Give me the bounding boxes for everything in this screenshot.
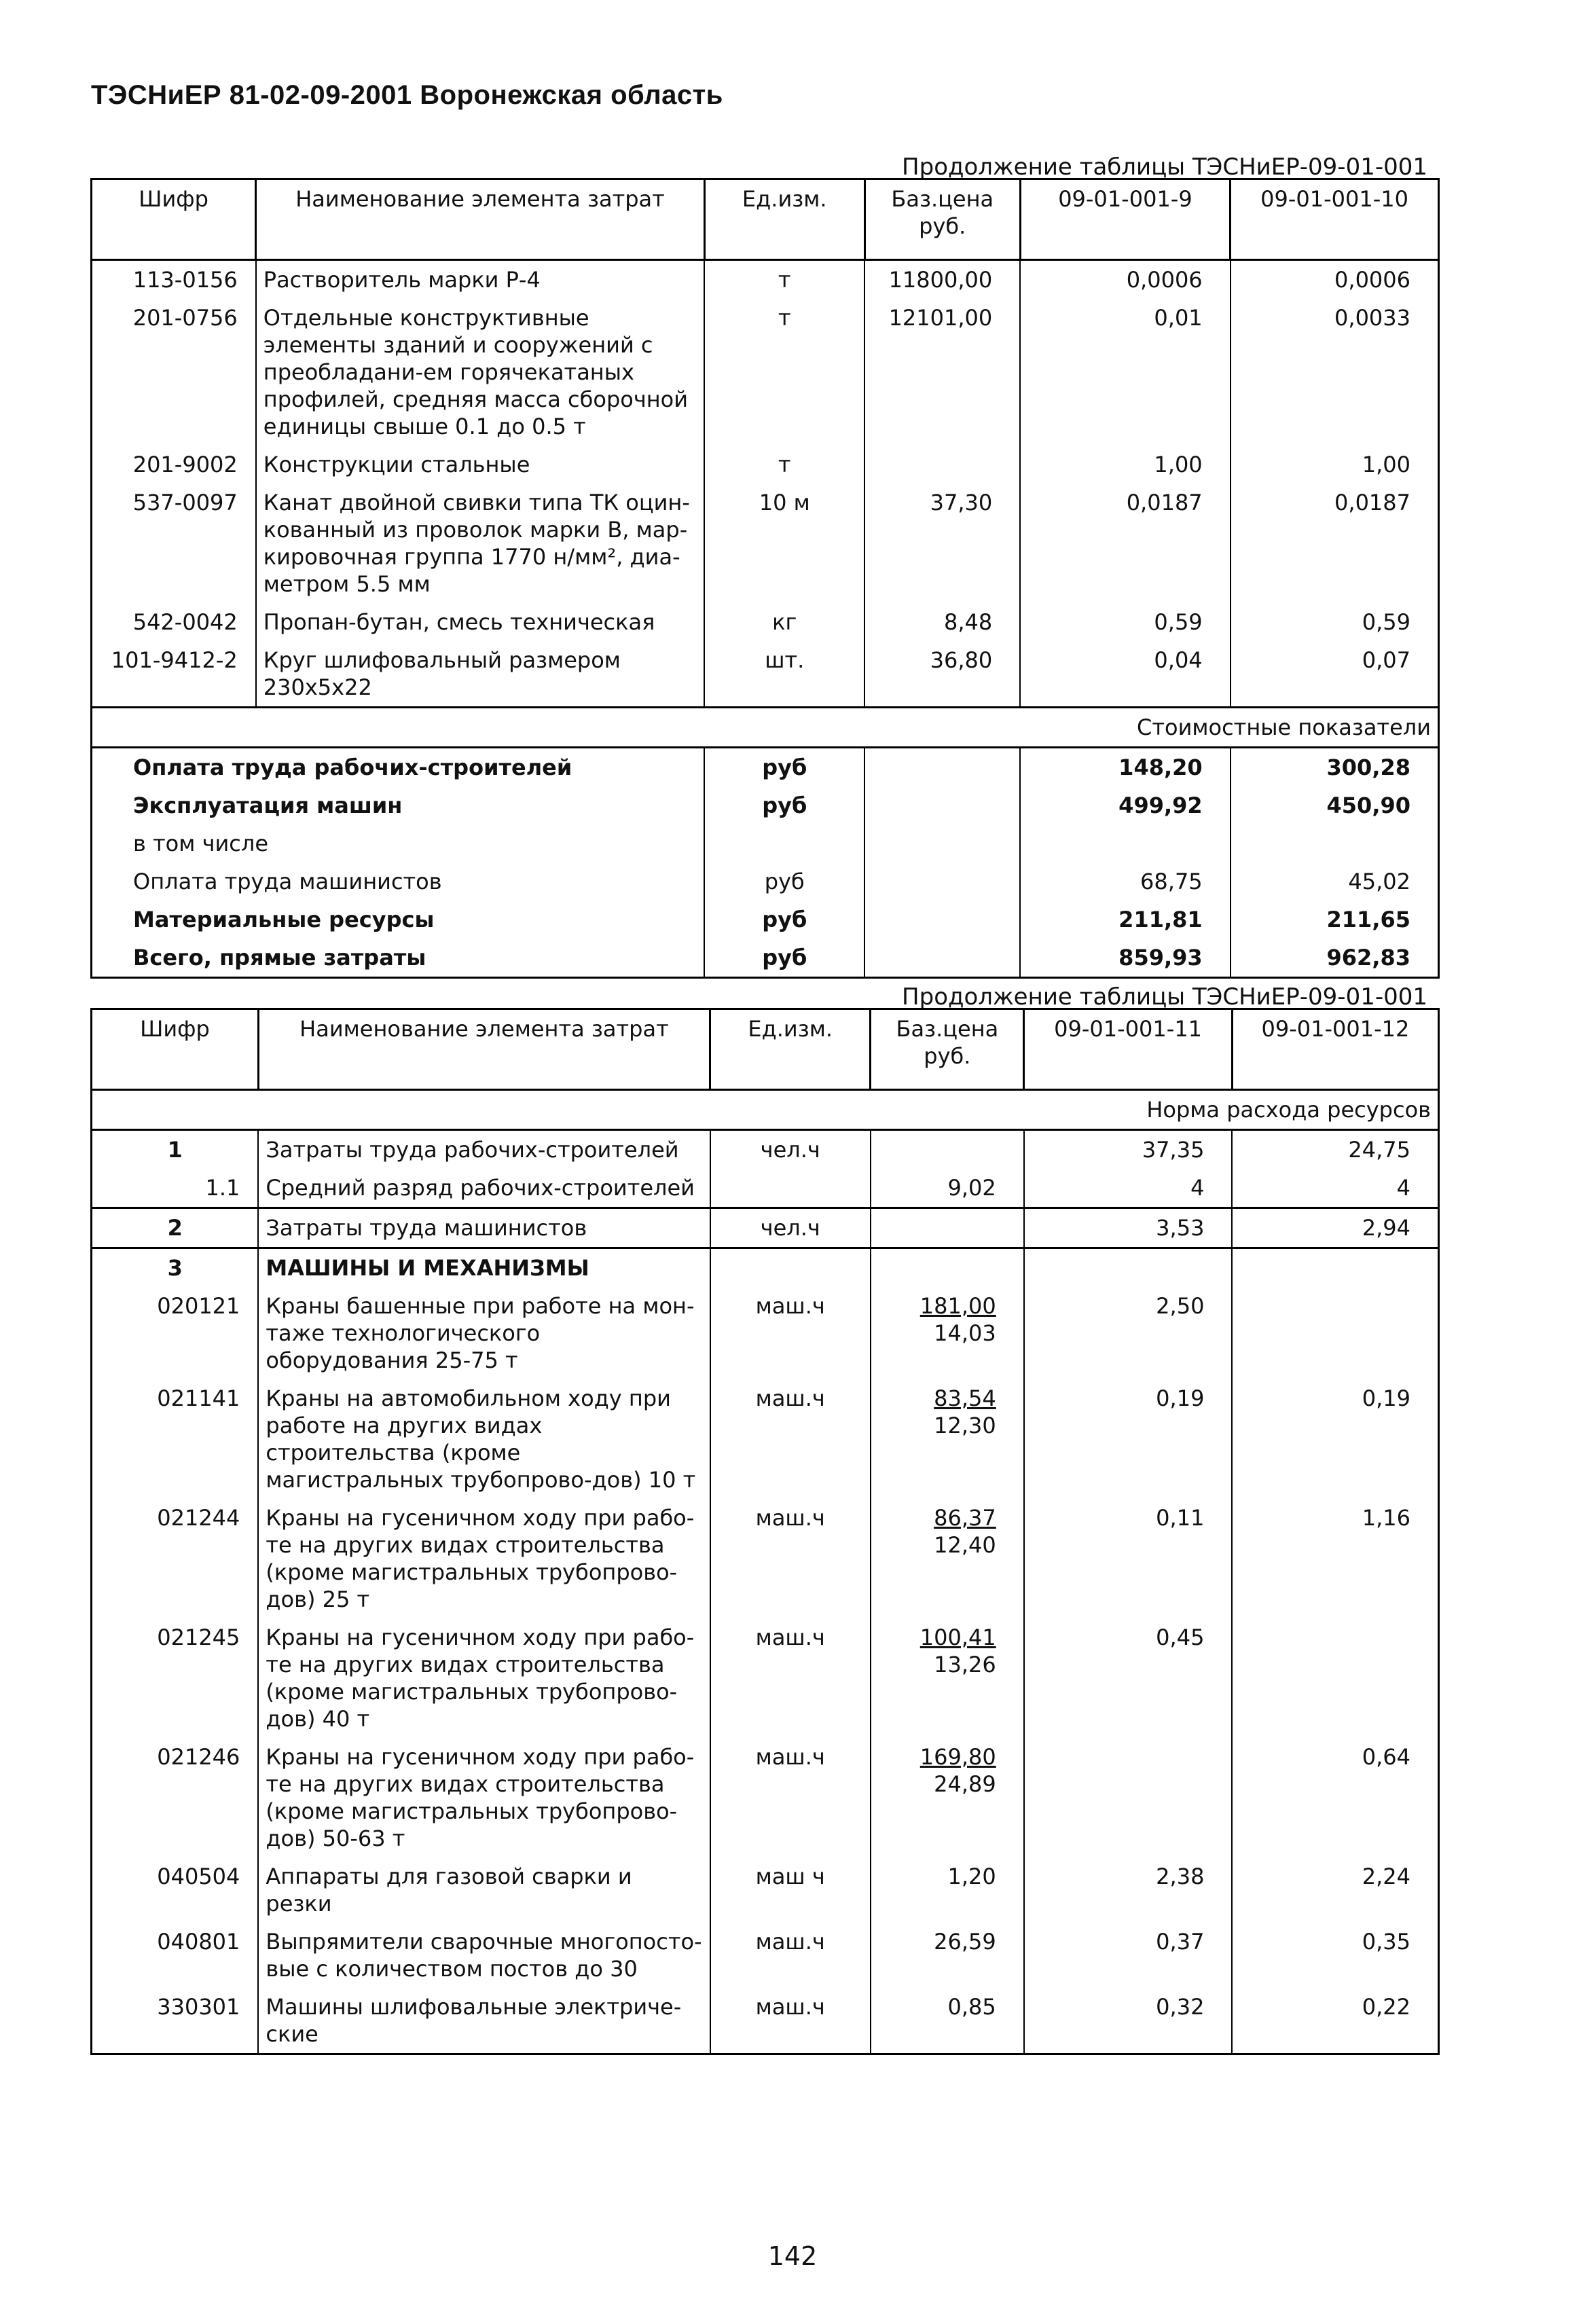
summary-row [92, 824, 1439, 863]
price-wage-value: 12,30 [934, 1413, 996, 1438]
summary-row [92, 939, 1439, 978]
resource-name: Краны на автомобильном ходу при работе на других видах строительства (кроме магистральных трубопрово-дов) 10 т [258, 1379, 710, 1499]
summary-value-10: 300,28 [1231, 748, 1439, 787]
summary-name: в том числе [92, 824, 705, 863]
resource-name: Затраты труда машинистов [258, 1208, 710, 1248]
col-header-price: Баз.цена руб. [871, 1009, 1024, 1090]
summary-row [92, 863, 1439, 901]
norm-value-12: 2,24 [1232, 1857, 1438, 1923]
summary-value-9: 499,92 [1020, 786, 1230, 824]
norm-value-12: 0,19 [1232, 1379, 1438, 1499]
resource-unit: чел.ч [710, 1208, 871, 1248]
resource-price [871, 1738, 1024, 1857]
summary-name: Оплата труда рабочих-строителей [92, 748, 705, 787]
summary-name: Материальные ресурсы [92, 901, 705, 939]
price-value: 0,85 [947, 1994, 996, 2020]
resource-name: МАШИНЫ И МЕХАНИЗМЫ [258, 1248, 710, 1288]
col-header-norm-12: 09-01-001-12 [1232, 1009, 1438, 1090]
summary-row [92, 901, 1439, 939]
norm-value-12: 1,16 [1232, 1499, 1438, 1618]
summary-value-9: 148,20 [1020, 748, 1230, 787]
norm-value-11: 0,37 [1024, 1923, 1233, 1988]
norm-value-9: 0,01 [1020, 299, 1230, 446]
resource-code: 021244 [92, 1499, 259, 1618]
table-row [92, 1208, 1439, 1248]
resource-price [871, 1208, 1024, 1248]
col-header-norm-11: 09-01-001-11 [1024, 1009, 1233, 1090]
resource-name: Канат двойной свивки типа ТК оцин-кованный из проволок марки В, мар-кировочная группа 1770 н/мм², диа-метром 5.5 мм [256, 484, 704, 603]
summary-value-10 [1231, 824, 1439, 863]
resource-code: 3 [92, 1248, 259, 1288]
summary-row [92, 786, 1439, 824]
norm-value-12: 0,35 [1232, 1923, 1438, 1988]
resource-price: 12101,00 [864, 299, 1020, 446]
resource-unit: маш.ч [710, 1499, 871, 1618]
resource-unit: маш ч [710, 1857, 871, 1923]
resource-price: 8,48 [864, 603, 1020, 641]
table-row [92, 1248, 1439, 1288]
norm-value-9: 0,59 [1020, 603, 1230, 641]
empty-cell [864, 901, 1020, 939]
resource-unit: т [704, 299, 864, 446]
summary-unit: руб [704, 863, 864, 901]
resource-name: Круг шлифовальный размером 230x5x22 [256, 641, 704, 708]
norm-value-12: 0,64 [1232, 1738, 1438, 1857]
resource-unit: 10 м [704, 484, 864, 603]
resource-code: 1 [92, 1130, 259, 1169]
empty-cell [864, 748, 1020, 787]
norm-value-12: 24,75 [1232, 1130, 1438, 1169]
summary-value-9: 859,93 [1020, 939, 1230, 978]
resource-price [871, 1169, 1024, 1208]
table-row [92, 1169, 1439, 1208]
col-header-price: Баз.цена руб. [864, 179, 1020, 260]
resource-price [871, 1923, 1024, 1988]
resource-unit: маш.ч [710, 1287, 871, 1379]
resource-name: Краны на гусеничном ходу при рабо-те на других видах строительства (кроме магистральных трубопрово-дов) 25 т [258, 1499, 710, 1618]
summary-name: Оплата труда машинистов [92, 863, 705, 901]
norm-value-9: 0,04 [1020, 641, 1230, 708]
summary-name: Эксплуатация машин [92, 786, 705, 824]
resource-name: Краны на гусеничном ходу при рабо-те на других видах строительства (кроме магистральных трубопрово-дов) 40 т [258, 1618, 710, 1738]
table-row [92, 1499, 1439, 1618]
price-wage-value: 14,03 [934, 1320, 996, 1346]
empty-cell [864, 939, 1020, 978]
col-header-norm-9: 09-01-001-9 [1020, 179, 1230, 260]
resource-name: Аппараты для газовой сварки и резки [258, 1857, 710, 1923]
empty-cell [92, 708, 256, 748]
resource-price: 36,80 [864, 641, 1020, 708]
resource-unit: маш.ч [710, 1923, 871, 1988]
summary-unit: руб [704, 786, 864, 824]
price-value: 181,00 [919, 1293, 996, 1319]
resource-name: Отдельные конструктивные элементы зданий и сооружений с преобладани-ем горячекатаных профилей, средняя масса сборочной единицы свыше 0.1 до 0.5 т [256, 299, 704, 446]
resource-name: Выпрямители сварочные многопосто-вые с количеством постов до 30 [258, 1923, 710, 1988]
norm-value-11: 0,11 [1024, 1499, 1233, 1618]
resource-code: 1.1 [92, 1169, 259, 1208]
norm-value-11 [1024, 1248, 1233, 1288]
resource-unit [710, 1248, 871, 1288]
col-header-code: Шифр [92, 179, 256, 260]
resource-price [871, 1379, 1024, 1499]
table-row [92, 260, 1439, 299]
resource-code: 2 [92, 1208, 259, 1248]
price-value: 169,80 [919, 1744, 996, 1770]
summary-value-10: 962,83 [1231, 939, 1439, 978]
norm-value-10: 0,0033 [1231, 299, 1439, 446]
resource-price [871, 1988, 1024, 2054]
table-row [92, 1379, 1439, 1499]
continuation-label-2: Продолжение таблицы ТЭСНиЕР-09-01-001 [902, 983, 1427, 1011]
col-header-unit: Ед.изм. [710, 1009, 871, 1090]
resource-code: 113-0156 [92, 260, 256, 299]
table-row [92, 1618, 1439, 1738]
price-value: 26,59 [934, 1929, 996, 1955]
table-row [92, 641, 1439, 708]
document-header: ТЭСНиЕР 81-02-09-2001 Воронежская область [91, 80, 723, 110]
price-value: 9,02 [947, 1175, 996, 1201]
summary-unit: руб [704, 901, 864, 939]
table1-rows [92, 260, 1439, 978]
norm-value-11: 37,35 [1024, 1130, 1233, 1169]
price-wage-value: 12,40 [934, 1532, 996, 1558]
resource-price [871, 1499, 1024, 1618]
resource-unit: т [704, 260, 864, 299]
table-row [92, 1738, 1439, 1857]
resource-price: 37,30 [864, 484, 1020, 603]
table2-rows [92, 1090, 1439, 2054]
norm-value-11: 0,32 [1024, 1988, 1233, 2054]
table-row [92, 603, 1439, 641]
resource-price [864, 446, 1020, 484]
price-value: 100,41 [919, 1624, 996, 1650]
table-row [92, 446, 1439, 484]
resource-unit: т [704, 446, 864, 484]
norm-value-12 [1232, 1618, 1438, 1738]
col-header-code: Шифр [92, 1009, 259, 1090]
summary-unit [704, 824, 864, 863]
resource-code: 542-0042 [92, 603, 256, 641]
resource-price [871, 1287, 1024, 1379]
resource-name: Затраты труда рабочих-строителей [258, 1130, 710, 1169]
summary-unit: руб [704, 748, 864, 787]
resource-unit: чел.ч [710, 1130, 871, 1169]
summary-value-10: 45,02 [1231, 863, 1439, 901]
resource-table-2 [90, 1008, 1440, 2055]
resource-name: Пропан-бутан, смесь техническая [256, 603, 704, 641]
resource-unit: маш.ч [710, 1988, 871, 2054]
col-header-unit: Ед.изм. [704, 179, 864, 260]
resource-code: 201-0756 [92, 299, 256, 446]
norm-value-10: 0,07 [1231, 641, 1439, 708]
norm-value-9: 1,00 [1020, 446, 1230, 484]
price-wage-value: 24,89 [934, 1771, 996, 1797]
norm-value-11: 2,50 [1024, 1287, 1233, 1379]
table-row [92, 1857, 1439, 1923]
resource-price [871, 1248, 1024, 1288]
resource-unit: кг [704, 603, 864, 641]
summary-value-9: 68,75 [1020, 863, 1230, 901]
resource-price [871, 1130, 1024, 1169]
resource-code: 330301 [92, 1988, 259, 2054]
price-value: 1,20 [947, 1864, 996, 1889]
summary-value-10: 211,65 [1231, 901, 1439, 939]
norm-value-11 [1024, 1738, 1233, 1857]
price-value: 83,54 [934, 1385, 996, 1411]
resource-unit: маш.ч [710, 1618, 871, 1738]
summary-value-9 [1020, 824, 1230, 863]
section-row [92, 1090, 1439, 1130]
resource-name: Машины шлифовальные электриче-ские [258, 1988, 710, 2054]
resource-code: 201-9002 [92, 446, 256, 484]
table-row [92, 1130, 1439, 1169]
table-row [92, 484, 1439, 603]
summary-unit: руб [704, 939, 864, 978]
empty-cell [92, 1090, 259, 1130]
norm-value-11: 0,45 [1024, 1618, 1233, 1738]
section-row [92, 708, 1439, 748]
resource-unit: шт. [704, 641, 864, 708]
summary-value-10: 450,90 [1231, 786, 1439, 824]
norm-value-9: 0,0006 [1020, 260, 1230, 299]
resource-unit [710, 1169, 871, 1208]
norm-value-12: 2,94 [1232, 1208, 1438, 1248]
norm-value-9: 0,0187 [1020, 484, 1230, 603]
col-header-name: Наименование элемента затрат [256, 179, 704, 260]
resource-code: 040504 [92, 1857, 259, 1923]
norm-value-11: 2,38 [1024, 1857, 1233, 1923]
norm-value-11: 0,19 [1024, 1379, 1233, 1499]
summary-row [92, 748, 1439, 787]
resource-name: Средний разряд рабочих-строителей [258, 1169, 710, 1208]
resource-code: 020121 [92, 1287, 259, 1379]
summary-name: Всего, прямые затраты [92, 939, 705, 978]
resource-code: 021245 [92, 1618, 259, 1738]
resource-code: 537-0097 [92, 484, 256, 603]
resource-code: 021141 [92, 1379, 259, 1499]
table-header-row [92, 1009, 1439, 1090]
resource-name: Краны на гусеничном ходу при рабо-те на других видах строительства (кроме магистральных трубопрово-дов) 50-63 т [258, 1738, 710, 1857]
norm-value-10: 0,0187 [1231, 484, 1439, 603]
table-row [92, 1988, 1439, 2054]
norm-value-12: 0,22 [1232, 1988, 1438, 2054]
resource-price: 11800,00 [864, 260, 1020, 299]
norm-value-11: 4 [1024, 1169, 1233, 1208]
norm-value-12 [1232, 1287, 1438, 1379]
resource-table-1 [90, 178, 1440, 979]
resource-unit: маш.ч [710, 1379, 871, 1499]
continuation-label-1: Продолжение таблицы ТЭСНиЕР-09-01-001 [902, 153, 1427, 181]
resource-name: Краны башенные при работе на мон-таже технологического оборудования 25-75 т [258, 1287, 710, 1379]
norm-value-10: 0,0006 [1231, 260, 1439, 299]
section-label-norm: Норма расхода ресурсов [258, 1090, 1438, 1130]
col-header-norm-10: 09-01-001-10 [1231, 179, 1439, 260]
empty-cell [864, 863, 1020, 901]
table-header-row [92, 179, 1439, 260]
page-number: 142 [767, 2241, 818, 2271]
empty-cell [864, 824, 1020, 863]
empty-cell [864, 786, 1020, 824]
table-row [92, 1287, 1439, 1379]
resource-code: 101-9412-2 [92, 641, 256, 708]
norm-value-11: 3,53 [1024, 1208, 1233, 1248]
resource-price [871, 1618, 1024, 1738]
norm-value-10: 1,00 [1231, 446, 1439, 484]
norm-value-10: 0,59 [1231, 603, 1439, 641]
resource-code: 040801 [92, 1923, 259, 1988]
resource-name: Растворитель марки Р-4 [256, 260, 704, 299]
resource-code: 021246 [92, 1738, 259, 1857]
norm-value-12 [1232, 1248, 1438, 1288]
price-wage-value: 13,26 [934, 1652, 996, 1677]
resource-unit: маш.ч [710, 1738, 871, 1857]
resource-name: Конструкции стальные [256, 446, 704, 484]
resource-price [871, 1857, 1024, 1923]
section-label-cost: Стоимостные показатели [256, 708, 1439, 748]
norm-value-12: 4 [1232, 1169, 1438, 1208]
summary-value-9: 211,81 [1020, 901, 1230, 939]
price-value: 86,37 [934, 1505, 996, 1531]
table-row [92, 1923, 1439, 1988]
col-header-name: Наименование элемента затрат [258, 1009, 710, 1090]
table-row [92, 299, 1439, 446]
